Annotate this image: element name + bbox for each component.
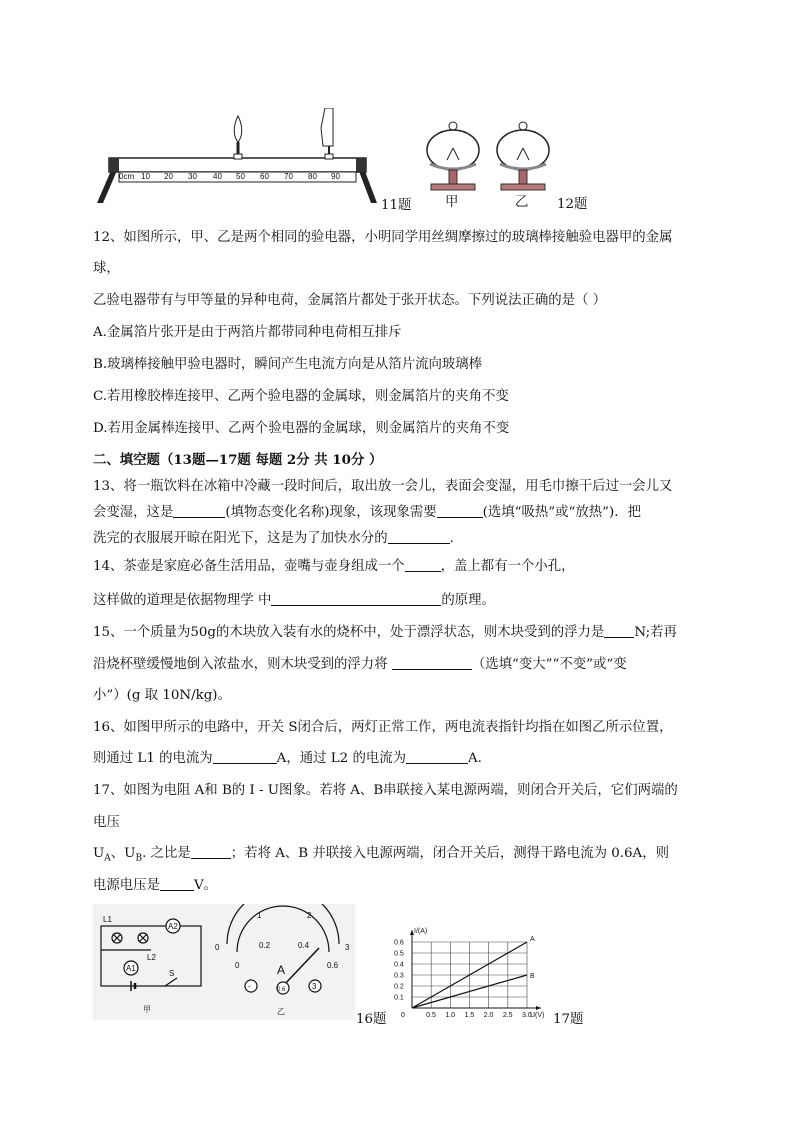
q17-text-d1: 电源电压是 — [93, 878, 160, 893]
q17-text-c4: ；若将 A、B 并联接入电源两端，闭合开关后，测得干路电流为 0.6A，则 — [230, 846, 669, 861]
series-label-a: A — [530, 936, 535, 943]
figure-16-circuit-and-ammeter — [93, 904, 355, 1020]
q13-text-b1: 会变湿，这是 — [93, 505, 174, 520]
electroscope-jia-icon — [427, 122, 479, 190]
tick-30: 30 — [188, 172, 197, 181]
y-tick-5: 0.6 — [394, 939, 404, 947]
q12-stem-line-3: 乙验电器带有与甲等量的异种电荷，金属箔片都处于张开状态。下列说法正确的是（ ） — [93, 293, 607, 308]
q17-line-4 — [93, 877, 217, 895]
q12-stem-line-2: 球， — [93, 261, 120, 276]
x-tick-3: 2.0 — [483, 1012, 494, 1019]
q17-sub-a: A — [104, 853, 111, 864]
q15-text-b1: 沿烧杯壁缓慢地倒入浓盐水，则木块受到的浮力将 — [93, 657, 392, 672]
q15-text-a1: 15、一个质量为50g的木块放入装有水的烧杯中，处于漂浮状态，则木块受到的浮力是 — [93, 625, 605, 640]
q14-line-2 — [93, 592, 495, 610]
figure-17-iu-chart — [392, 926, 554, 1022]
q17-text-ua: U — [93, 846, 105, 861]
x-tick-1: 1.0 — [445, 1012, 456, 1019]
x-tick-4: 2.5 — [502, 1012, 513, 1019]
figure-16-sub-jia: 甲 — [143, 1005, 151, 1014]
q15-text-b2: （选填“变大”“不变”或“变 — [471, 657, 627, 672]
x-tick-2: 1.5 — [464, 1012, 475, 1019]
tick-80: 80 — [308, 172, 317, 181]
q13-text-c1: 洗完的衣服展开晾在阳光下，这是为了加快水分的 — [93, 531, 388, 546]
q16-text-b1: 则通过 L1 的电流为 — [93, 751, 213, 766]
q17-text-ratio: . 之比是 — [142, 846, 191, 861]
y-tick-3: 0.4 — [394, 961, 404, 969]
circuit-label-a2: A2 — [168, 922, 178, 931]
tick-90: 90 — [331, 172, 340, 181]
meter-bottom-04: 0.4 — [298, 941, 310, 950]
meter-top-2: 2 — [307, 911, 312, 920]
series-label-b: B — [530, 973, 535, 980]
y-tick-1: 0.2 — [394, 983, 404, 991]
figure-16-caption: 16题 — [356, 1012, 387, 1027]
q13-blank-3 — [388, 530, 450, 544]
circuit-label-l1: L1 — [103, 915, 112, 924]
figure-12-label-yi: 乙 — [515, 195, 529, 210]
tick-40: 40 — [213, 172, 222, 181]
screen-icon — [321, 108, 333, 159]
circuit-label-l2: L2 — [147, 953, 156, 962]
tick-0: 0cm — [119, 172, 135, 181]
terminal-label-minus: - — [248, 982, 251, 991]
section-2-title: 二、填空题（13题—17题 每题 2分 共 10分 ） — [93, 452, 383, 468]
q16-blank-1 — [213, 750, 277, 764]
figure-12-caption: 12题 — [557, 197, 588, 212]
q14-text-a2: ，盖上都有一个小孔， — [440, 559, 575, 574]
meter-unit: A — [277, 963, 286, 977]
q14-text-a1: 14、茶壶是家庭必备生活用品，壶嘴与壶身组成一个 — [93, 559, 405, 574]
figure-17-caption: 17题 — [553, 1012, 584, 1027]
q15-blank-2 — [392, 656, 472, 670]
q15-blank-1 — [604, 624, 634, 638]
figure-12-label-jia: 甲 — [445, 195, 459, 210]
q16-text-b2: A，通过 L2 的电流为 — [276, 751, 407, 766]
x-axis-label: U(V) — [530, 1012, 545, 1019]
meter-top-3: 3 — [345, 943, 350, 952]
tick-20: 20 — [164, 172, 173, 181]
q14-text-b2: 的原理。 — [441, 593, 495, 608]
tick-10: 10 — [141, 172, 150, 181]
terminal-label-3: 3 — [312, 982, 317, 991]
q12-option-b: B.玻璃棒接触甲验电器时，瞬间产生电流方向是从箔片流向玻璃棒 — [93, 357, 483, 372]
meter-top-1: 1 — [257, 911, 262, 920]
q12-stem-line-1: 12、如图所示，甲、乙是两个相同的验电器，小明同学用丝绸摩擦过的玻璃棒接触验电器甲的金属 — [93, 230, 673, 245]
q17-line-3 — [93, 845, 669, 868]
q17-blank-1 — [191, 845, 231, 859]
meter-bottom-02: 0.2 — [259, 941, 271, 950]
x-tick-0: 0.5 — [426, 1012, 436, 1019]
y-axis-label: I/(A) — [414, 928, 428, 935]
origin-label: 0 — [401, 1012, 405, 1019]
q13-text-c2: . — [449, 531, 454, 546]
q14-text-b1: 这样做的道理是依据物理学 中 — [93, 593, 272, 608]
terminal-minus-icon — [245, 980, 257, 992]
figure-16-sub-yi: 乙 — [277, 1007, 285, 1016]
q13-text-b2: (填物态变化名称)现象，该现象需要 — [225, 505, 437, 520]
figure-12-electroscopes — [418, 120, 558, 198]
tick-70: 70 — [284, 172, 293, 181]
electroscope-yi-icon — [497, 122, 549, 190]
q16-blank-2 — [406, 750, 468, 764]
y-tick-0: 0.1 — [394, 994, 404, 1002]
q13-line-3 — [93, 530, 454, 548]
meter-bottom-06: 0.6 — [327, 961, 339, 970]
meter-bottom-0: 0 — [235, 961, 240, 970]
q12-option-c: C.若用橡胶棒连接甲、乙两个验电器的金属球，则金属箔片的夹角不变 — [93, 389, 509, 404]
x-axis-arrow-icon — [536, 1006, 541, 1010]
q13-line-1: 13、将一瓶饮料在冰箱中冷藏一段时间后，取出放一会儿，表面会变湿，用毛巾擦干后过一会儿又 — [93, 479, 673, 494]
figure-11-optical-bench — [95, 108, 380, 208]
tick-60: 60 — [260, 172, 269, 181]
meter-top-0: 0 — [215, 943, 220, 952]
q14-line-1 — [93, 558, 575, 576]
q15-line-3: 小”）(g 取 10N/kg)。 — [93, 688, 231, 703]
q13-text-b3: (选填“吸热”或“放热”)．把 — [482, 505, 642, 520]
q17-sub-b: B — [135, 853, 143, 864]
q12-option-a: A.金属箔片张开是由于两箔片都带同种电荷相互排斥 — [93, 325, 402, 340]
candle-icon — [234, 116, 242, 159]
q13-blank-2 — [437, 504, 483, 518]
circuit-label-a1: A1 — [126, 964, 136, 973]
q17-line-2: 电压 — [93, 815, 120, 830]
q17-line-1: 17、如图为电阻 A和 B的 I - U图象。若将 A、B串联接入某电源两端，则闭合开关后，它们两端的 — [93, 783, 678, 798]
q16-line-2 — [93, 750, 482, 768]
q17-text-ub: 、U — [110, 846, 136, 861]
tick-50: 50 — [236, 172, 245, 181]
q17-blank-2 — [160, 877, 194, 891]
q12-option-d: D.若用金属棒连接甲、乙两个验电器的金属球，则金属箔片的夹角不变 — [93, 421, 510, 436]
q17-text-d2: V。 — [193, 878, 218, 893]
q15-line-2 — [93, 656, 627, 674]
x-tick-5: 3.0 — [522, 1012, 532, 1019]
q15-line-1 — [93, 624, 677, 642]
circuit-label-s: S — [169, 969, 175, 978]
q14-blank-1 — [405, 558, 441, 572]
y-tick-4: 0.5 — [394, 950, 404, 958]
q16-line-1: 16、如图甲所示的电路中，开关 S闭合后，两灯正常工作，两电流表指针均指在如图乙所示位置， — [93, 720, 673, 735]
y-tick-2: 0.3 — [394, 972, 404, 980]
q13-line-2 — [93, 504, 641, 522]
q16-text-b3: A. — [468, 751, 482, 766]
q14-blank-2 — [271, 592, 441, 606]
figure-11-caption: 11题 — [381, 198, 412, 213]
q13-blank-1 — [173, 504, 225, 518]
terminal-label-06: 0.6 — [277, 987, 286, 993]
q15-text-a2: N;若再 — [634, 625, 677, 640]
